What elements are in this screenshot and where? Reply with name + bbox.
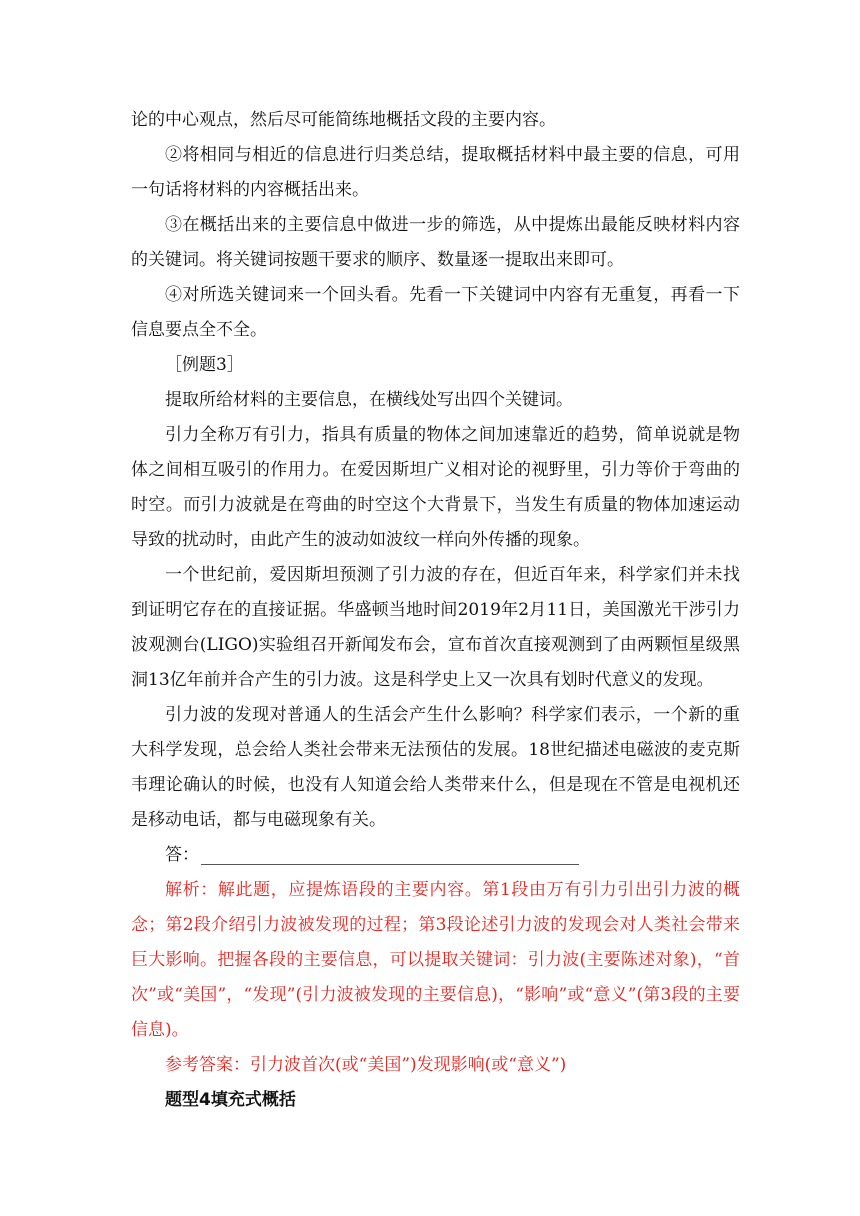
answer-blank[interactable] [201, 846, 579, 865]
step-3-paragraph: ③在概括出来的主要信息中做进一步的筛选，从中提炼出最能反映材料内容的关键词。将关键词按题干要求的顺序、数量逐一提取出来即可。 [131, 215, 740, 270]
material-paragraph-3: 引力波的发现对普通人的生活会产生什么影响？科学家们表示，一个新的重大科学发现，总会给人类社会带来无法预估的发展。18世纪描述电磁波的麦克斯韦理论确认的时候，也没有人知道会给人类带来什么，但是现在不管是电视机还是移动电话，都与电磁现象有关。 [131, 705, 740, 830]
answer-line [131, 838, 740, 873]
step-4-paragraph: ④对所选关键词来一个回头看。先看一下关键词中内容有无重复，再看一下信息要点全不全。 [131, 285, 740, 340]
question-text: 提取所给材料的主要信息，在横线处写出四个关键词。 [165, 390, 573, 410]
reference-answer: 参考答案：引力波首次(或“美国”)发现影响(或“意义”) [165, 1055, 567, 1075]
section-heading: 题型4填充式概括 [165, 1090, 296, 1110]
material-paragraph-1: 引力全称万有引力，指具有质量的物体之间加速靠近的趋势，简单说就是物体之间相互吸引的作用力。在爱因斯坦广义相对论的视野里，引力等价于弯曲的时空。而引力波就是在弯曲的时空这个大背景下，当发生有质量的物体加速运动导致的扰动时，由此产生的波动如波纹一样向外传播的现象。 [131, 425, 740, 550]
paragraph-continuation: 论的中心观点，然后尽可能简练地概括文段的主要内容。 [131, 110, 556, 130]
step-2-paragraph: ②将相同与相近的信息进行归类总结，提取概括材料中最主要的信息，可用一句话将材料的内容概括出来。 [131, 145, 740, 200]
analysis-text: 解析：解此题，应提炼语段的主要内容。第1段由万有引力引出引力波的概念；第2段介绍引力波被发现的过程；第3段论述引力波的发现会对人类社会带来巨大影响。把握各段的主要信息，可以提取关键词：引力波(主要陈述对象)，“首次”或“美国”，“发现”(引力波被发现的主要信息)，“影响”或“意义”(第3段的主要信息)。 [131, 880, 740, 1040]
material-paragraph-2: 一个世纪前，爱因斯坦预测了引力波的存在，但近百年来，科学家们并未找到证明它存在的直接证据。华盛顿当地时间2019年2月11日，美国激光干涉引力波观测台(LIGO)实验组召开新闻发布会，宣布首次直接观测到了由两颗恒星级黑洞13亿年前并合产生的引力波。这是科学史上又一次具有划时代意义的发现。 [131, 565, 740, 690]
example-label: ［例题3］ [165, 355, 244, 375]
answer-label: 答： [165, 845, 199, 865]
